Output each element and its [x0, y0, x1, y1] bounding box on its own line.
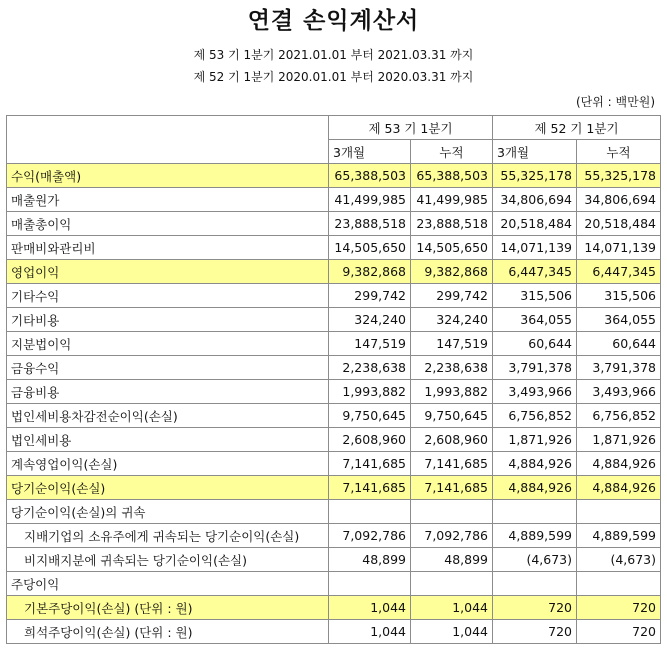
value-current-3month: 7,141,685 [329, 452, 411, 476]
value-current-3month [329, 500, 411, 524]
table-row [7, 404, 661, 428]
value-current-cumulative: 147,519 [411, 332, 493, 356]
table-row [7, 572, 661, 596]
row-label: 당기순이익(손실)의 귀속 [7, 500, 329, 524]
value-current-cumulative: 7,092,786 [411, 524, 493, 548]
table-row [7, 236, 661, 260]
value-prior-cumulative: 14,071,139 [577, 236, 661, 260]
value-prior-cumulative: 3,493,966 [577, 380, 661, 404]
value-prior-3month: 6,756,852 [493, 404, 577, 428]
value-prior-3month: 315,506 [493, 284, 577, 308]
value-prior-3month: 6,447,345 [493, 260, 577, 284]
table-row [7, 188, 661, 212]
header-current-3month: 3개월 [329, 140, 411, 164]
value-current-cumulative: 9,382,868 [411, 260, 493, 284]
value-prior-cumulative: 55,325,178 [577, 164, 661, 188]
value-current-3month: 2,238,638 [329, 356, 411, 380]
value-current-3month: 48,899 [329, 548, 411, 572]
value-prior-cumulative: 720 [577, 596, 661, 620]
row-label: 매출총이익 [7, 212, 329, 236]
table-row [7, 260, 661, 284]
value-prior-3month: 20,518,484 [493, 212, 577, 236]
value-prior-cumulative: 6,447,345 [577, 260, 661, 284]
value-prior-cumulative: 4,884,926 [577, 452, 661, 476]
row-label: 비지배지분에 귀속되는 당기순이익(손실) [7, 548, 329, 572]
value-prior-3month [493, 500, 577, 524]
row-label: 당기순이익(손실) [7, 476, 329, 500]
value-prior-3month: 1,871,926 [493, 428, 577, 452]
value-prior-cumulative: 4,884,926 [577, 476, 661, 500]
table-row [7, 380, 661, 404]
value-prior-3month: (4,673) [493, 548, 577, 572]
header-blank-cell [7, 116, 329, 164]
value-current-cumulative: 41,499,985 [411, 188, 493, 212]
value-current-cumulative: 1,044 [411, 620, 493, 644]
row-label: 기본주당이익(손실) (단위 : 원) [7, 596, 329, 620]
value-current-cumulative: 1,993,882 [411, 380, 493, 404]
table-row [7, 212, 661, 236]
value-current-cumulative: 9,750,645 [411, 404, 493, 428]
value-prior-3month: 4,889,599 [493, 524, 577, 548]
value-prior-cumulative: 720 [577, 620, 661, 644]
value-current-3month: 7,092,786 [329, 524, 411, 548]
value-current-cumulative: 7,141,685 [411, 452, 493, 476]
value-current-cumulative [411, 572, 493, 596]
table-row [7, 308, 661, 332]
value-current-3month: 9,750,645 [329, 404, 411, 428]
value-prior-3month: 3,493,966 [493, 380, 577, 404]
value-current-3month: 23,888,518 [329, 212, 411, 236]
row-label: 기타수익 [7, 284, 329, 308]
row-label: 판매비와관리비 [7, 236, 329, 260]
row-label: 지분법이익 [7, 332, 329, 356]
value-prior-3month: 34,806,694 [493, 188, 577, 212]
value-current-cumulative: 14,505,650 [411, 236, 493, 260]
row-label: 영업이익 [7, 260, 329, 284]
value-current-cumulative: 7,141,685 [411, 476, 493, 500]
table-row [7, 284, 661, 308]
value-current-3month: 1,044 [329, 620, 411, 644]
value-current-cumulative: 1,044 [411, 596, 493, 620]
row-label: 법인세비용 [7, 428, 329, 452]
value-prior-cumulative: 315,506 [577, 284, 661, 308]
statement-title: 연결 손익계산서 [247, 8, 420, 34]
header-prior-3month: 3개월 [493, 140, 577, 164]
value-prior-3month: 14,071,139 [493, 236, 577, 260]
table-row [7, 428, 661, 452]
table-body [7, 164, 661, 644]
value-current-cumulative: 65,388,503 [411, 164, 493, 188]
value-prior-cumulative: 20,518,484 [577, 212, 661, 236]
value-prior-3month [493, 572, 577, 596]
table-row [7, 548, 661, 572]
value-current-3month: 324,240 [329, 308, 411, 332]
table-row [7, 476, 661, 500]
value-prior-3month: 4,884,926 [493, 452, 577, 476]
value-prior-cumulative: 364,055 [577, 308, 661, 332]
value-current-3month: 41,499,985 [329, 188, 411, 212]
header-prior-cumulative: 누적 [577, 140, 661, 164]
value-prior-3month: 3,791,378 [493, 356, 577, 380]
row-label: 계속영업이익(손실) [7, 452, 329, 476]
unit-note: (단위 : 백만원) [576, 95, 655, 109]
row-label: 수익(매출액) [7, 164, 329, 188]
value-prior-3month: 4,884,926 [493, 476, 577, 500]
period-current: 제 53 기 1분기 2021.01.01 부터 2021.03.31 까지 [193, 48, 474, 62]
value-prior-cumulative [577, 500, 661, 524]
value-prior-cumulative: 1,871,926 [577, 428, 661, 452]
row-label: 희석주당이익(손실) (단위 : 원) [7, 620, 329, 644]
row-label: 주당이익 [7, 572, 329, 596]
row-label: 매출원가 [7, 188, 329, 212]
row-label: 금융비용 [7, 380, 329, 404]
value-current-cumulative: 2,238,638 [411, 356, 493, 380]
value-current-3month: 2,608,960 [329, 428, 411, 452]
row-label: 금융수익 [7, 356, 329, 380]
value-current-3month: 14,505,650 [329, 236, 411, 260]
value-current-cumulative: 299,742 [411, 284, 493, 308]
value-current-3month: 147,519 [329, 332, 411, 356]
table-row [7, 332, 661, 356]
income-statement-table [6, 115, 661, 644]
value-current-3month: 299,742 [329, 284, 411, 308]
table-row [7, 452, 661, 476]
value-current-cumulative: 23,888,518 [411, 212, 493, 236]
value-current-cumulative: 48,899 [411, 548, 493, 572]
value-prior-cumulative: 4,889,599 [577, 524, 661, 548]
header-prior-period: 제 52 기 1분기 [493, 116, 661, 140]
value-prior-3month: 55,325,178 [493, 164, 577, 188]
value-current-cumulative: 324,240 [411, 308, 493, 332]
table-row [7, 356, 661, 380]
value-prior-cumulative: (4,673) [577, 548, 661, 572]
value-current-3month: 7,141,685 [329, 476, 411, 500]
table-row [7, 524, 661, 548]
value-current-cumulative [411, 500, 493, 524]
header-current-cumulative: 누적 [411, 140, 493, 164]
value-prior-3month: 720 [493, 596, 577, 620]
header-row-periods [7, 116, 661, 140]
value-current-3month: 9,382,868 [329, 260, 411, 284]
table-row [7, 620, 661, 644]
value-prior-cumulative: 34,806,694 [577, 188, 661, 212]
value-prior-cumulative: 3,791,378 [577, 356, 661, 380]
value-current-3month: 65,388,503 [329, 164, 411, 188]
period-prior: 제 52 기 1분기 2020.01.01 부터 2020.03.31 까지 [193, 70, 474, 84]
value-current-3month: 1,993,882 [329, 380, 411, 404]
value-current-3month [329, 572, 411, 596]
row-label: 기타비용 [7, 308, 329, 332]
table-row [7, 164, 661, 188]
row-label: 법인세비용차감전순이익(손실) [7, 404, 329, 428]
value-prior-cumulative [577, 572, 661, 596]
value-prior-cumulative: 6,756,852 [577, 404, 661, 428]
value-prior-3month: 60,644 [493, 332, 577, 356]
value-prior-3month: 720 [493, 620, 577, 644]
row-label: 지배기업의 소유주에게 귀속되는 당기순이익(손실) [7, 524, 329, 548]
table-row [7, 596, 661, 620]
value-current-3month: 1,044 [329, 596, 411, 620]
value-prior-cumulative: 60,644 [577, 332, 661, 356]
header-current-period: 제 53 기 1분기 [329, 116, 493, 140]
value-current-cumulative: 2,608,960 [411, 428, 493, 452]
table-row [7, 500, 661, 524]
value-prior-3month: 364,055 [493, 308, 577, 332]
